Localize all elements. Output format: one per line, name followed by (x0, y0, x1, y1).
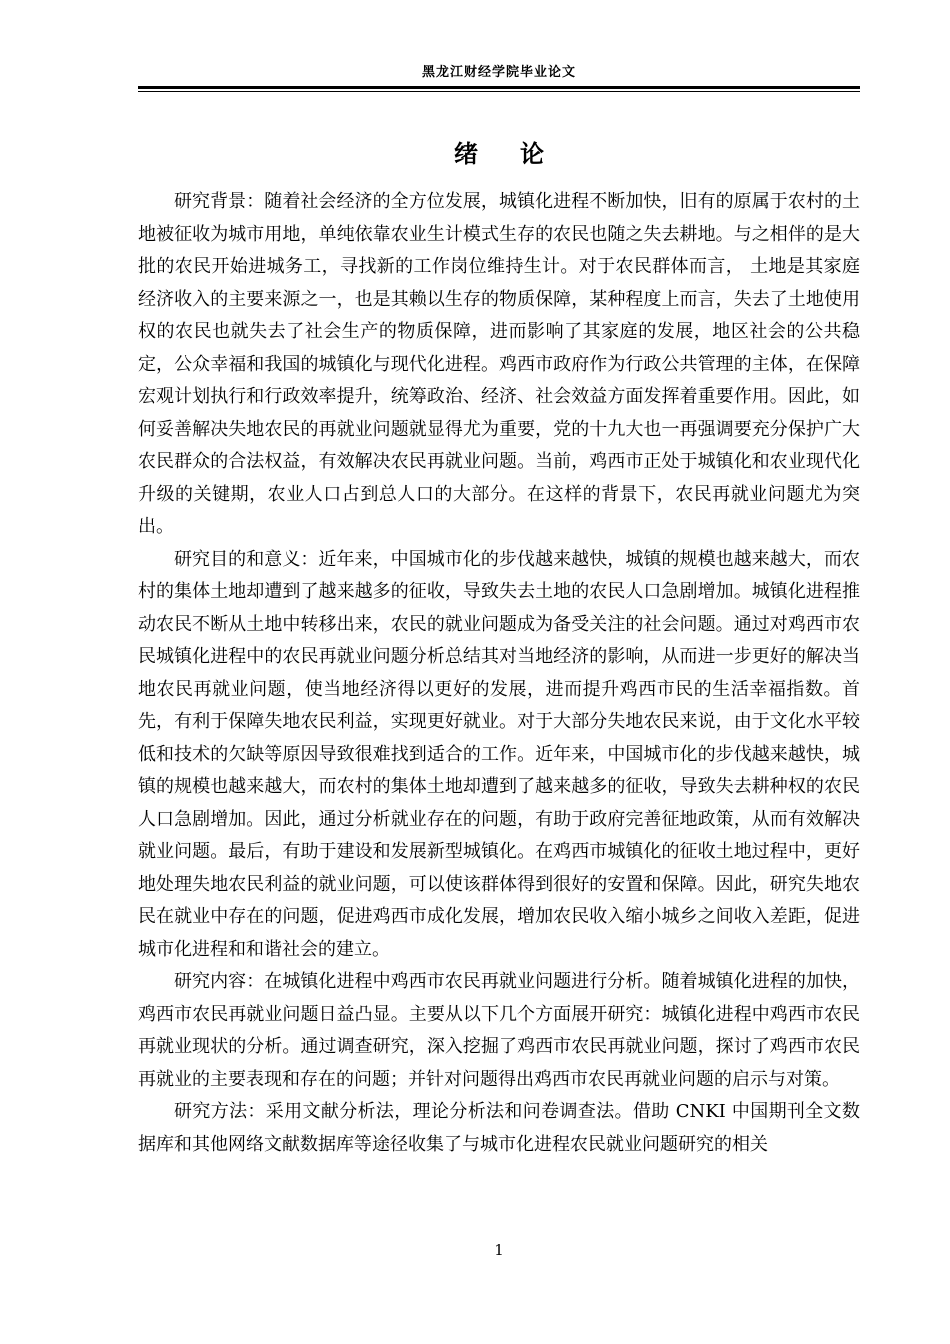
paragraph-background: 研究背景：随着社会经济的全方位发展，城镇化进程不断加快，旧有的原属于农村的土地被征收为城市用地，单纯依靠农业生计模式生存的农民也随之失去耕地。与之相伴的是大批的农民开始进城务工，寻找新的工作岗位维持生计。对于农民群体而言， 土地是其家庭经济收入的主要来源之一，也是其赖以生存的物质保障，某种程度上而言，失去了土地使用权的农民也就失去了社会生产的物质保障，进而影响了其家庭的发展，地区社会的公共稳定，公众幸福和我国的城镇化与现代化进程。鸡西市政府作为行政公共管理的主体，在保障宏观计划执行和行政效率提升，统筹政治、经济、社会效益方面发挥着重要作用。因此，如何妥善解决失地农民的再就业问题就显得尤为重要，党的十九大也一再强调要充分保护广大农民群众的合法权益，有效解决农民再就业问题。当前，鸡西市正处于城镇化和农业现代化升级的关键期，农业人口占到总人口的大部分。在这样的背景下，农民再就业问题尤为突出。 (138, 191, 860, 537)
section-title: 绪论 (454, 139, 586, 168)
paragraph-method: 研究方法：采用文献分析法，理论分析法和问卷调查法。借助 CNKI 中国期刊全文数据库和其他网络文献数据库等途径收集了与城市化进程农民就业问题研究的相关 (138, 1101, 860, 1155)
header-rule-thin (138, 91, 860, 92)
body-text (138, 186, 860, 1161)
page-header: 黑龙江财经学院毕业论文 (421, 65, 576, 80)
header-rule-thick (138, 86, 860, 89)
paragraph-purpose: 研究目的和意义：近年来，中国城市化的步伐越来越快，城镇的规模也越来越大，而农村的集体土地却遭到了越来越多的征收，导致失去土地的农民人口急剧增加。城镇化进程推动农民不断从土地中转移出来，农民的就业问题成为备受关注的社会问题。通过对鸡西市农民城镇化进程中的农民再就业问题分析总结其对当地经济的影响，从而进一步更好的解决当地农民再就业问题，使当地经济得以更好的发展，进而提升鸡西市民的生活幸福指数。首先，有利于保障失地农民利益，实现更好就业。对于大部分失地农民来说，由于文化水平较低和技术的欠缺等原因导致很难找到适合的工作。近年来，中国城市化的步伐越来越快，城镇的规模也越来越大，而农村的集体土地却遭到了越来越多的征收，导致失去耕种权的农民人口急剧增加。因此，通过分析就业存在的问题，有助于政府完善征地政策，从而有效解决就业问题。最后，有助于建设和发展新型城镇化。在鸡西市城镇化的征收土地过程中，更好地处理失地农民利益的就业问题，可以使该群体得到很好的安置和保障。因此，研究失地农民在就业中存在的问题，促进鸡西市成化发展，增加农民收入缩小城乡之间收入差距，促进城市化进程和和谐社会的建立。 (138, 548, 860, 960)
paragraph-content: 研究内容：在城镇化进程中鸡西市农民再就业问题进行分析。随着城镇化进程的加快，鸡西市农民再就业问题日益凸显。主要从以下几个方面展开研究：城镇化进程中鸡西市农民再就业现状的分析。通过调查研究，深入挖掘了鸡西市农民再就业问题，探讨了鸡西市农民再就业的主要表现和存在的问题；并针对问题得出鸡西市农民再就业问题的启示与对策。 (138, 971, 860, 1090)
page-number: 1 (494, 1241, 504, 1259)
